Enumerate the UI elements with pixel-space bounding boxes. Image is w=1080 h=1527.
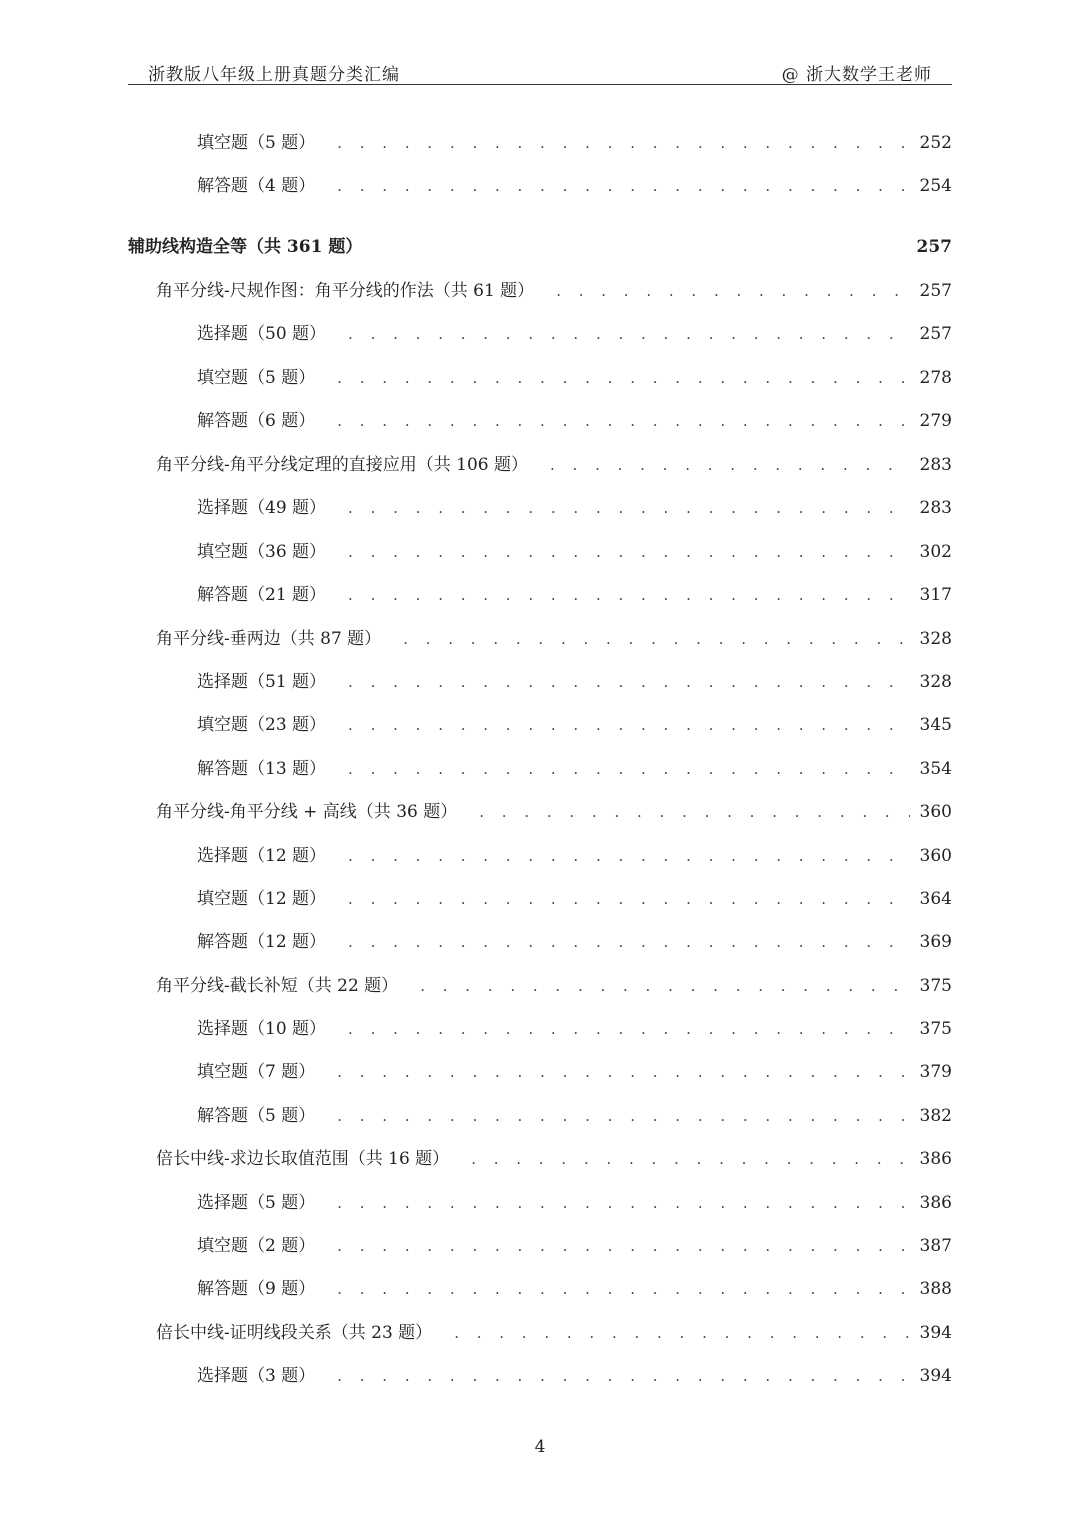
toc-entry-title: 角平分线-尺规作图：角平分线的作法（共 61 题） xyxy=(156,281,535,301)
toc-entry-page: 386 xyxy=(919,1149,952,1169)
toc-entry-title: 角平分线-角平分线定理的直接应用（共 106 题） xyxy=(156,455,528,475)
toc-entry-page: 388 xyxy=(919,1279,952,1299)
toc-leader-dots xyxy=(337,177,909,195)
toc-entry-title: 选择题（3 题） xyxy=(197,1366,316,1386)
toc-entry-title: 选择题（5 题） xyxy=(197,1193,316,1213)
toc-entry-title: 填空题（36 题） xyxy=(197,542,327,562)
toc-entry-title: 填空题（23 题） xyxy=(197,715,327,735)
toc-entry-page: 364 xyxy=(919,889,952,909)
toc-leader-dots xyxy=(348,847,910,865)
toc-entry-title: 选择题（12 题） xyxy=(197,846,327,866)
toc-entry-page: 394 xyxy=(919,1323,952,1343)
toc-leader-dots xyxy=(454,1324,909,1342)
toc-subsection[interactable] xyxy=(128,1014,952,1042)
header-author: @ 浙大数学王老师 xyxy=(781,65,932,85)
toc-subsection[interactable] xyxy=(128,1188,952,1216)
toc-entry-page: 328 xyxy=(919,629,952,649)
toc-entry-page: 386 xyxy=(919,1193,952,1213)
toc-entry-title: 填空题（5 题） xyxy=(197,368,316,388)
toc-leader-dots xyxy=(348,760,910,778)
toc-subsection[interactable] xyxy=(128,1057,952,1085)
toc-entry-title: 倍长中线-求边长取值范围（共 16 题） xyxy=(156,1149,450,1169)
toc-section[interactable] xyxy=(128,1144,952,1172)
toc-entry-title: 辅助线构造全等（共 361 题） xyxy=(128,237,363,257)
toc-entry-title: 解答题（9 题） xyxy=(197,1279,316,1299)
toc-leader-dots xyxy=(420,977,909,995)
toc-section[interactable] xyxy=(128,971,952,999)
toc-leader-dots xyxy=(337,1194,909,1212)
toc-leader-dots xyxy=(337,412,909,430)
toc-leader-dots xyxy=(337,1280,909,1298)
toc-leader-dots xyxy=(471,1150,909,1168)
toc-entry-page: 379 xyxy=(919,1062,952,1082)
toc-leader-dots xyxy=(348,325,910,343)
toc-entry-page: 354 xyxy=(919,759,952,779)
toc-chapter[interactable] xyxy=(128,232,952,260)
toc-subsection[interactable] xyxy=(128,1274,952,1302)
toc-entry-page: 257 xyxy=(916,237,952,257)
toc-entry-page: 283 xyxy=(919,498,952,518)
toc-entry-title: 解答题（13 题） xyxy=(197,759,327,779)
toc-subsection[interactable] xyxy=(128,363,952,391)
toc-entry-page: 257 xyxy=(919,281,952,301)
toc-entry-title: 解答题（5 题） xyxy=(197,1106,316,1126)
toc-entry-page: 387 xyxy=(919,1236,952,1256)
toc-entry-title: 选择题（49 题） xyxy=(197,498,327,518)
toc-leader-dots xyxy=(403,630,909,648)
toc-entry-page: 279 xyxy=(919,411,952,431)
toc-leader-dots xyxy=(348,543,910,561)
toc-leader-dots xyxy=(556,282,909,300)
toc-entry-title: 填空题（7 题） xyxy=(197,1062,316,1082)
toc-subsection[interactable] xyxy=(128,171,952,199)
page-number: 4 xyxy=(534,1437,546,1457)
toc-subsection[interactable] xyxy=(128,128,952,156)
toc-entry-title: 填空题（5 题） xyxy=(197,133,316,153)
toc-entry-title: 解答题（6 题） xyxy=(197,411,316,431)
toc-leader-dots xyxy=(348,716,910,734)
toc-subsection[interactable] xyxy=(128,754,952,782)
toc-leader-dots xyxy=(337,369,909,387)
toc-leader-dots xyxy=(348,586,910,604)
toc-subsection[interactable] xyxy=(128,667,952,695)
toc-entry-title: 填空题（2 题） xyxy=(197,1236,316,1256)
page-header xyxy=(128,58,952,85)
toc-section[interactable] xyxy=(128,624,952,652)
toc-leader-dots xyxy=(479,803,909,821)
toc-entry-page: 375 xyxy=(919,1019,952,1039)
toc-leader-dots xyxy=(348,890,910,908)
toc-subsection[interactable] xyxy=(128,1231,952,1259)
toc-subsection[interactable] xyxy=(128,493,952,521)
toc-entry-page: 254 xyxy=(919,176,952,196)
toc-subsection[interactable] xyxy=(128,1361,952,1389)
toc-entry-page: 278 xyxy=(919,368,952,388)
toc-subsection[interactable] xyxy=(128,927,952,955)
toc-leader-dots xyxy=(348,673,910,691)
toc-entry-title: 选择题（50 题） xyxy=(197,324,327,344)
toc-entry-title: 角平分线-垂两边（共 87 题） xyxy=(156,629,382,649)
toc-entry-page: 302 xyxy=(919,542,952,562)
toc-section[interactable] xyxy=(128,450,952,478)
toc-entry-page: 394 xyxy=(919,1366,952,1386)
toc-entry-page: 317 xyxy=(919,585,952,605)
toc-leader-dots xyxy=(337,134,909,152)
toc-entry-title: 填空题（12 题） xyxy=(197,889,327,909)
toc-entry-page: 369 xyxy=(919,932,952,952)
toc-section[interactable] xyxy=(128,276,952,304)
toc-entry-title: 角平分线-角平分线 + 高线（共 36 题） xyxy=(156,802,458,822)
toc-leader-dots xyxy=(348,1020,910,1038)
toc-entry-page: 360 xyxy=(919,846,952,866)
toc-entry-page: 360 xyxy=(919,802,952,822)
header-book-title: 浙教版八年级上册真题分类汇编 xyxy=(148,65,400,85)
toc-entry-page: 283 xyxy=(919,455,952,475)
toc-leader-dots xyxy=(337,1367,909,1385)
toc-entry-title: 解答题（21 题） xyxy=(197,585,327,605)
toc-entry-page: 375 xyxy=(919,976,952,996)
toc-entry-title: 倍长中线-证明线段关系（共 23 题） xyxy=(156,1323,433,1343)
toc-entry-page: 328 xyxy=(919,672,952,692)
toc-leader-dots xyxy=(337,1063,909,1081)
toc-subsection[interactable] xyxy=(128,841,952,869)
toc-leader-dots xyxy=(348,499,910,517)
toc-entry-title: 选择题（10 题） xyxy=(197,1019,327,1039)
toc-entry-title: 角平分线-截长补短（共 22 题） xyxy=(156,976,399,996)
toc-leader-dots xyxy=(348,933,910,951)
toc-subsection[interactable] xyxy=(128,406,952,434)
toc-entry-title: 解答题（12 题） xyxy=(197,932,327,952)
toc-subsection[interactable] xyxy=(128,710,952,738)
toc-entry-page: 252 xyxy=(919,133,952,153)
toc-leader-dots xyxy=(337,1107,909,1125)
toc-entry-page: 345 xyxy=(919,715,952,735)
toc-section[interactable] xyxy=(128,1318,952,1346)
toc-subsection[interactable] xyxy=(128,1101,952,1129)
toc-leader-dots xyxy=(337,1237,909,1255)
toc-entry-title: 选择题（51 题） xyxy=(197,672,327,692)
toc-entry-page: 257 xyxy=(919,324,952,344)
toc-subsection[interactable] xyxy=(128,319,952,347)
toc-subsection[interactable] xyxy=(128,884,952,912)
toc-subsection[interactable] xyxy=(128,580,952,608)
toc-subsection[interactable] xyxy=(128,537,952,565)
toc-section[interactable] xyxy=(128,797,952,825)
toc-leader-dots xyxy=(550,456,910,474)
toc-entry-title: 解答题（4 题） xyxy=(197,176,316,196)
toc-entry-page: 382 xyxy=(919,1106,952,1126)
